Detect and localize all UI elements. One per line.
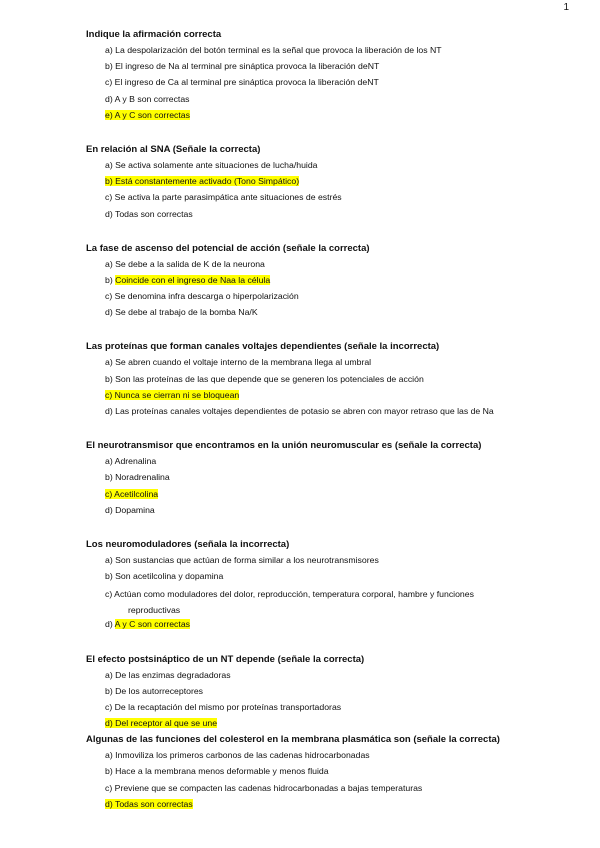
answer-option: a) La despolarización del botón terminal es la señal que provoca la liberación de los NT bbox=[105, 45, 442, 55]
answer-option: a) Adrenalina bbox=[105, 456, 157, 467]
answer-option: b) Hace a la membrana menos deformable y menos fluida bbox=[105, 766, 329, 777]
answer-option-highlighted: e) A y C son correctas bbox=[105, 109, 190, 120]
quiz-document bbox=[86, 28, 591, 814]
answer-option: d) Dopamina bbox=[105, 504, 155, 515]
question-5 bbox=[86, 439, 591, 517]
answer-option: b) Noradrenalina bbox=[105, 472, 170, 483]
answer-option: c) El ingreso de Ca al terminal pre sináptica provoca la liberación deNT bbox=[105, 77, 379, 88]
question-6 bbox=[86, 538, 591, 631]
answer-option: b) Son las proteínas de las que depende que se generen los potenciales de acción bbox=[105, 373, 424, 384]
answer-option-highlighted: b) Coincide con el ingreso de Naa la célula bbox=[105, 274, 271, 285]
answer-option: c) De la recaptación del mismo por proteínas transportadoras bbox=[105, 701, 342, 712]
answer-option: a) De las enzimas degradadoras bbox=[105, 669, 231, 680]
answer-option: d) Las proteínas canales voltajes dependientes de potasio se abren con mayor retraso que las de Na bbox=[105, 406, 494, 416]
page-number: 1 bbox=[563, 2, 569, 13]
answer-option: c) Previene que se compacten las cadenas hidrocarbonadas a bajas temperaturas bbox=[105, 782, 423, 793]
question-4 bbox=[86, 340, 591, 418]
question-title: El neurotransmisor que encontramos en la unión neuromuscular es (señale la correcta) bbox=[86, 440, 482, 452]
question-title: Los neuromoduladores (señala la incorrecta) bbox=[86, 538, 290, 550]
answer-option: d) Se debe al trabajo de la bomba Na/K bbox=[105, 307, 258, 318]
question-2 bbox=[86, 143, 591, 221]
question-1 bbox=[86, 28, 591, 122]
answer-option: a) Inmoviliza los primeros carbonos de las cadenas hidrocarbonadas bbox=[105, 750, 370, 761]
answer-option-highlighted: c) Nunca se cierran ni se bloquean bbox=[105, 389, 240, 400]
question-title: Algunas de las funciones del colesterol en la membrana plasmática son (señale la correcta) bbox=[86, 734, 500, 746]
answer-option-highlighted: b) Está constantemente activado (Tono Simpático) bbox=[105, 176, 300, 187]
question-7 bbox=[86, 653, 591, 731]
answer-option-highlighted: d) Del receptor al que se une bbox=[105, 718, 218, 729]
answer-option: d) A y B son correctas bbox=[105, 93, 190, 104]
answer-option: a) Se activa solamente ante situaciones de lucha/huida bbox=[105, 159, 318, 170]
question-title: Las proteínas que forman canales voltajes dependientes (señale la incorrecta) bbox=[86, 341, 440, 353]
answer-option-highlighted: d) A y C son correctas bbox=[105, 619, 190, 630]
question-3 bbox=[86, 242, 591, 320]
question-title: Indique la afirmación correcta bbox=[86, 29, 222, 40]
answer-option: b) De los autorreceptores bbox=[105, 685, 204, 696]
answer-option: c) Se activa la parte parasimpática ante situaciones de estrés bbox=[105, 192, 342, 203]
answer-option: a) Se abren cuando el voltaje interno de la membrana llega al umbral bbox=[105, 357, 372, 368]
answer-option: a) Se debe a la salida de K de la neurona bbox=[105, 258, 265, 269]
answer-option: c) Se denomina infra descarga o hiperpolarización bbox=[105, 291, 299, 302]
answer-option: b) Son acetilcolina y dopamina bbox=[105, 571, 224, 582]
question-8 bbox=[86, 733, 591, 811]
answer-option: a) Son sustancias que actúan de forma similar a los neurotransmisores bbox=[105, 554, 379, 565]
answer-option: b) El ingreso de Na al terminal pre sináptica provoca la liberación deNT bbox=[105, 61, 380, 72]
question-title: La fase de ascenso del potencial de acción (señale la correcta) bbox=[86, 242, 370, 254]
question-title: En relación al SNA (Señale la correcta) bbox=[86, 143, 261, 155]
answer-option-highlighted: c) Acetilcolina bbox=[105, 488, 159, 499]
question-title: El efecto postsináptico de un NT depende (señale la correcta) bbox=[86, 653, 365, 665]
answer-option: d) Todas son correctas bbox=[105, 208, 193, 219]
answer-option-highlighted: d) Todas son correctas bbox=[105, 798, 193, 809]
answer-option: c) Actúan como moduladores del dolor, reproducción, temperatura corporal, hambre y funciones reproductivas bbox=[105, 589, 474, 616]
